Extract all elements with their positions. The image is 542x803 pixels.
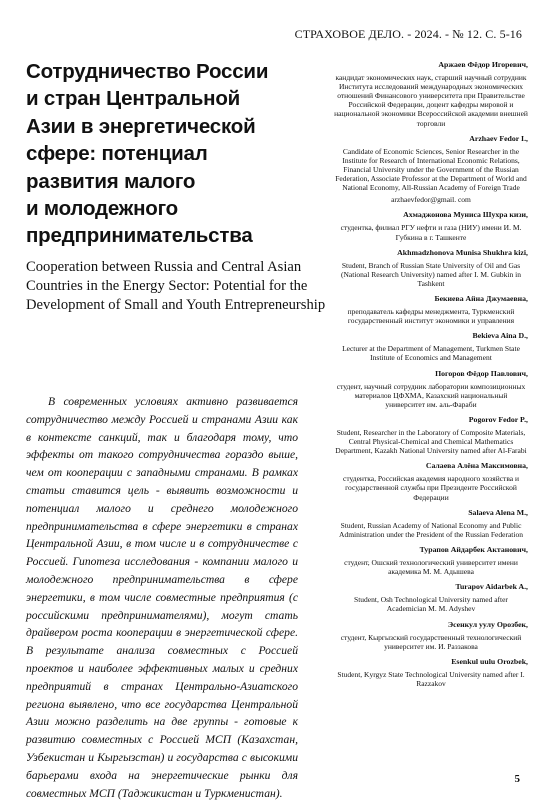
author-affiliation: Student, Branch of Russian State University of Oil and Gas (National Research University) named after I. M. Gubkin in Tashkent (341, 260, 521, 288)
author-name: Salaeva Alena M., (468, 507, 528, 517)
author-email: arzhaevfedor@gmail. com (391, 195, 471, 205)
author-entry (334, 60, 528, 128)
author-affiliation: преподаватель кафедры менеджмента, Туркменский государственный институт экономики и управления (347, 307, 515, 326)
journal-header: СТРАХОВОЕ ДЕЛО. - 2024. - № 12. С. 5-16 (294, 27, 522, 41)
abstract: В современных условиях активно развивается сотрудничество между Россией и странами Азии как в контексте санкций, так и благодаря тому, что эффекты от такого сотрудничества гораздо выше, чем от кооперации с западными странами. В рамках статьи ставится цель - выявить возможности и потенциал малого и среднего молодежного предпринимательства в сфере энергетики в странах Центральной Азии, в том числе и в сотрудничестве с Россией. Гипотеза исследования - компании малого и молодежного предпринимательства в сфере энергетики, в том числе совместные предприятия (с российскими предпринимателями), могут стать драйвером роста кооперации в энергетической сфере. В результате анализа совместных с Россией проектов и наиболее эффективных малых и средних предприятий в странах Центрально-Азиатского региона выявлено, что все государства Центральной Азии можно разделить на две группы - готовые к развитию совместных с Россией МСП (Казахстан, Узбекистан и Кыргызстан) и государства с высокими барьерами входа на энергетические рынки для совместных МСП (Таджикистан и Туркменистан). (26, 395, 298, 800)
author-name: Эсенкул уулу Орозбек, (447, 619, 528, 629)
title-line: и молодежного (26, 197, 178, 221)
author-affiliation: студентка, Российская академия народного хозяйства и государственной службы при Президенте Российской Федерации (343, 474, 519, 502)
article-title-ru (26, 58, 326, 250)
author-affiliation: Candidate of Economic Sciences, Senior Researcher in the Institute for Research of International Economic Relations, Financial University under the Government of the Russian Federation, Associate Professor at the Department of World and National Economy, All-Russian Academy of Foreign Trade (335, 146, 527, 193)
author-affiliation: кандидат экономических наук, старший научный сотрудник Института исследований международных экономических отношений Финансового университета при Правительстве Российской Федерации, доцент кафедры мировой и национальной экономики Всероссийской академии внешней торговли (334, 73, 528, 128)
author-affiliation: Student, Osh Technological University named after Academician M. M. Adyshev (354, 595, 508, 614)
author-entry (334, 331, 528, 362)
author-affiliation: студент, научный сотрудник лаборатории композиционных материалов ЦФХМА, Казахский национальный университет им. аль-Фараби (336, 381, 526, 409)
author-entry (334, 134, 528, 205)
author-affiliation: Student, Russian Academy of National Economy and Public Administration under the President of the Russian Federation (339, 520, 523, 539)
author-entry (334, 620, 528, 651)
title-line: сфере: потенциал (26, 142, 208, 166)
author-name: Салаева Алёна Максимовна, (425, 461, 528, 471)
author-entry (334, 415, 528, 455)
author-name: Akhmadzhonova Munisa Shukhra kizi, (397, 247, 528, 257)
author-name: Аржаев Фёдор Игоревич, (438, 60, 528, 69)
author-entry (334, 508, 528, 539)
author-name: Bekieva Aina D., (472, 331, 528, 341)
author-name: Бекиева Айна Джумаевна, (434, 293, 528, 303)
author-entry (334, 210, 528, 241)
author-affiliation: студент, Ошский технологический университет имени академика М. М. Адышева (344, 558, 518, 577)
author-name: Arzhaev Fedor I., (469, 133, 528, 143)
author-entry (334, 657, 528, 688)
author-name: Esenkul uulu Orozbek, (451, 656, 528, 666)
author-entry (334, 461, 528, 501)
author-name: Ахмаджонова Муниса Шухра кизи, (403, 210, 528, 220)
author-entry (334, 369, 528, 409)
title-line: предпринимательства (26, 224, 253, 248)
title-line: развития малого (26, 169, 196, 193)
author-entry (334, 545, 528, 576)
author-affiliation: студент, Кыргызский государственный технологический университет им. И. Раззакова (340, 632, 522, 651)
author-entry (334, 248, 528, 288)
author-affiliation: Student, Kyrgyz State Technological University named after I. Razzakov (337, 669, 525, 688)
author-name: Турапов Айдарбек Актанович, (419, 544, 528, 554)
author-affiliation: Lecturer at the Department of Management, Turkmen State Institute of Economics and Management (342, 344, 520, 363)
article-title-en: Cooperation between Russia and Central Asian Countries in the Energy Sector: Potential for the Development of Small and Youth Entrepreneurship (26, 258, 326, 314)
author-name: Turapov Aidarbek A., (455, 582, 528, 592)
author-name: Pogorov Fedor P., (468, 414, 528, 424)
authors-list (334, 60, 528, 694)
title-line: Азии в энергетической (26, 114, 256, 138)
author-entry (334, 294, 528, 325)
author-affiliation: студентка, филиал РГУ нефти и газа (НИУ) имени И. М. Губкина в г. Ташкенте (340, 223, 522, 242)
title-line: и стран Центральной (26, 87, 241, 111)
author-affiliation: Student, Researcher in the Laboratory of Composite Materials, Central Physical-Chemical and Chemical Mathematics Department, Kazakh National University named after Al-Farabi (335, 428, 527, 456)
title-block (26, 58, 326, 315)
author-name: Погоров Фёдор Павлович, (435, 368, 528, 378)
page-number: 5 (514, 773, 520, 785)
title-line: Сотрудничество России (26, 60, 269, 83)
author-entry (334, 582, 528, 613)
